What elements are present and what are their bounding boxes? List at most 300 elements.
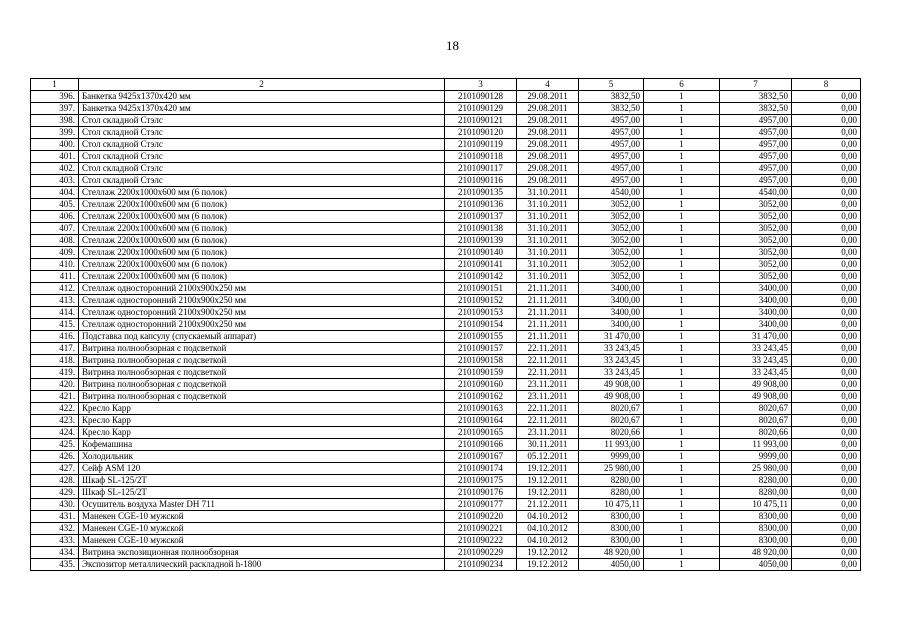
table-row (31, 367, 861, 379)
row-number-cell: 428. (31, 475, 79, 487)
item-name-cell: Стеллаж односторонний 2100х900х250 мм (79, 307, 445, 319)
date-cell: 23.11.2011 (517, 391, 579, 403)
amount-cell: 8020,67 (720, 415, 792, 427)
inventory-number-cell: 2101090229 (445, 547, 517, 559)
inventory-number-cell: 2101090222 (445, 535, 517, 547)
table-row (31, 355, 861, 367)
inventory-number-cell: 2101090155 (445, 331, 517, 343)
quantity-cell: 1 (644, 295, 720, 307)
residual-cell: 0,00 (792, 475, 861, 487)
inventory-number-cell: 2101090167 (445, 451, 517, 463)
date-cell: 22.11.2011 (517, 343, 579, 355)
column-header: 7 (720, 79, 792, 91)
table-row (31, 283, 861, 295)
item-name-cell: Холодильник (79, 451, 445, 463)
row-number-cell: 404. (31, 187, 79, 199)
item-name-cell: Кресло Карр (79, 403, 445, 415)
column-header: 1 (31, 79, 79, 91)
date-cell: 19.12.2012 (517, 547, 579, 559)
table-row (31, 463, 861, 475)
amount-cell: 3400,00 (720, 295, 792, 307)
residual-cell: 0,00 (792, 235, 861, 247)
table-row (31, 235, 861, 247)
amount-cell: 49 908,00 (720, 391, 792, 403)
cost-cell: 4957,00 (579, 127, 644, 139)
residual-cell: 0,00 (792, 415, 861, 427)
quantity-cell: 1 (644, 367, 720, 379)
row-number-cell: 415. (31, 319, 79, 331)
amount-cell: 8280,00 (720, 487, 792, 499)
table-row (31, 415, 861, 427)
quantity-cell: 1 (644, 451, 720, 463)
row-number-cell: 396. (31, 91, 79, 103)
row-number-cell: 398. (31, 115, 79, 127)
item-name-cell: Подставка под капсулу (спускаемый аппарат) (79, 331, 445, 343)
quantity-cell: 1 (644, 223, 720, 235)
inventory-number-cell: 2101090234 (445, 559, 517, 571)
residual-cell: 0,00 (792, 343, 861, 355)
row-number-cell: 421. (31, 391, 79, 403)
item-name-cell: Манекен CGE-10 мужской (79, 523, 445, 535)
residual-cell: 0,00 (792, 547, 861, 559)
residual-cell: 0,00 (792, 559, 861, 571)
date-cell: 19.12.2011 (517, 463, 579, 475)
quantity-cell: 1 (644, 91, 720, 103)
amount-cell: 8020,66 (720, 427, 792, 439)
amount-cell: 3052,00 (720, 247, 792, 259)
cost-cell: 8280,00 (579, 487, 644, 499)
inventory-number-cell: 2101090163 (445, 403, 517, 415)
item-name-cell: Стол складной Стэлс (79, 151, 445, 163)
quantity-cell: 1 (644, 175, 720, 187)
amount-cell: 4957,00 (720, 115, 792, 127)
row-number-cell: 410. (31, 259, 79, 271)
amount-cell: 33 243,45 (720, 355, 792, 367)
inventory-number-cell: 2101090176 (445, 487, 517, 499)
item-name-cell: Шкаф SL-125/2T (79, 487, 445, 499)
date-cell: 29.08.2011 (517, 151, 579, 163)
item-name-cell: Витрина экспозиционная полнообзорная (79, 547, 445, 559)
residual-cell: 0,00 (792, 127, 861, 139)
cost-cell: 3400,00 (579, 283, 644, 295)
inventory-number-cell: 2101090141 (445, 259, 517, 271)
table-row (31, 319, 861, 331)
cost-cell: 25 980,00 (579, 463, 644, 475)
row-number-cell: 419. (31, 367, 79, 379)
date-cell: 21.11.2011 (517, 295, 579, 307)
item-name-cell: Шкаф SL-125/2T (79, 475, 445, 487)
table-row (31, 211, 861, 223)
item-name-cell: Стеллаж 2200х1000х600 мм (6 полок) (79, 223, 445, 235)
date-cell: 21.12.2011 (517, 499, 579, 511)
item-name-cell: Витрина полнообзорная с подсветкой (79, 355, 445, 367)
residual-cell: 0,00 (792, 487, 861, 499)
residual-cell: 0,00 (792, 451, 861, 463)
residual-cell: 0,00 (792, 499, 861, 511)
inventory-table (30, 78, 861, 571)
amount-cell: 25 980,00 (720, 463, 792, 475)
residual-cell: 0,00 (792, 175, 861, 187)
row-number-cell: 420. (31, 379, 79, 391)
item-name-cell: Стеллаж 2200х1000х600 мм (6 полок) (79, 259, 445, 271)
residual-cell: 0,00 (792, 211, 861, 223)
date-cell: 31.10.2011 (517, 247, 579, 259)
inventory-number-cell: 2101090137 (445, 211, 517, 223)
item-name-cell: Экспозитор металлический раскладной h-1800 (79, 559, 445, 571)
quantity-cell: 1 (644, 475, 720, 487)
row-number-cell: 418. (31, 355, 79, 367)
cost-cell: 3400,00 (579, 307, 644, 319)
amount-cell: 8300,00 (720, 511, 792, 523)
amount-cell: 8300,00 (720, 535, 792, 547)
row-number-cell: 402. (31, 163, 79, 175)
amount-cell: 48 920,00 (720, 547, 792, 559)
table-row (31, 199, 861, 211)
date-cell: 21.11.2011 (517, 307, 579, 319)
inventory-number-cell: 2101090136 (445, 199, 517, 211)
table-row (31, 439, 861, 451)
inventory-number-cell: 2101090166 (445, 439, 517, 451)
table-row (31, 259, 861, 271)
date-cell: 23.11.2011 (517, 379, 579, 391)
amount-cell: 4957,00 (720, 139, 792, 151)
table-row (31, 187, 861, 199)
table-row (31, 379, 861, 391)
table-row (31, 223, 861, 235)
amount-cell: 3832,50 (720, 103, 792, 115)
item-name-cell: Кофемашина (79, 439, 445, 451)
cost-cell: 8300,00 (579, 511, 644, 523)
residual-cell: 0,00 (792, 223, 861, 235)
amount-cell: 33 243,45 (720, 367, 792, 379)
cost-cell: 3052,00 (579, 211, 644, 223)
table-row (31, 487, 861, 499)
item-name-cell: Витрина полнообзорная с подсветкой (79, 367, 445, 379)
amount-cell: 3400,00 (720, 307, 792, 319)
cost-cell: 3052,00 (579, 259, 644, 271)
page-number: 18 (446, 38, 459, 53)
table-row (31, 307, 861, 319)
quantity-cell: 1 (644, 415, 720, 427)
amount-cell: 3052,00 (720, 199, 792, 211)
date-cell: 22.11.2011 (517, 367, 579, 379)
amount-cell: 3052,00 (720, 271, 792, 283)
row-number-cell: 411. (31, 271, 79, 283)
row-number-cell: 406. (31, 211, 79, 223)
cost-cell: 8300,00 (579, 535, 644, 547)
item-name-cell: Банкетка 9425х1370х420 мм (79, 91, 445, 103)
item-name-cell: Сейф ASM 120 (79, 463, 445, 475)
item-name-cell: Кресло Карр (79, 427, 445, 439)
date-cell: 22.11.2011 (517, 355, 579, 367)
table-row (31, 511, 861, 523)
cost-cell: 4050,00 (579, 559, 644, 571)
table-row (31, 247, 861, 259)
residual-cell: 0,00 (792, 199, 861, 211)
row-number-cell: 399. (31, 127, 79, 139)
cost-cell: 3832,50 (579, 91, 644, 103)
quantity-cell: 1 (644, 103, 720, 115)
cost-cell: 33 243,45 (579, 355, 644, 367)
table-row (31, 535, 861, 547)
inventory-number-cell: 2101090159 (445, 367, 517, 379)
table-row (31, 547, 861, 559)
item-name-cell: Витрина полнообзорная с подсветкой (79, 379, 445, 391)
item-name-cell: Витрина полнообзорная с подсветкой (79, 391, 445, 403)
quantity-cell: 1 (644, 547, 720, 559)
table-row (31, 451, 861, 463)
cost-cell: 4540,00 (579, 187, 644, 199)
residual-cell: 0,00 (792, 271, 861, 283)
item-name-cell: Стеллаж 2200х1000х600 мм (6 полок) (79, 199, 445, 211)
row-number-cell: 435. (31, 559, 79, 571)
column-header: 3 (445, 79, 517, 91)
item-name-cell: Стол складной Стэлс (79, 115, 445, 127)
item-name-cell: Стеллаж 2200х1000х600 мм (6 полок) (79, 271, 445, 283)
residual-cell: 0,00 (792, 115, 861, 127)
quantity-cell: 1 (644, 559, 720, 571)
residual-cell: 0,00 (792, 139, 861, 151)
table-row (31, 175, 861, 187)
date-cell: 05.12.2011 (517, 451, 579, 463)
quantity-cell: 1 (644, 271, 720, 283)
cost-cell: 8280,00 (579, 475, 644, 487)
residual-cell: 0,00 (792, 511, 861, 523)
amount-cell: 3052,00 (720, 223, 792, 235)
residual-cell: 0,00 (792, 247, 861, 259)
inventory-number-cell: 2101090221 (445, 523, 517, 535)
amount-cell: 4540,00 (720, 187, 792, 199)
inventory-number-cell: 2101090151 (445, 283, 517, 295)
row-number-cell: 423. (31, 415, 79, 427)
amount-cell: 9999,00 (720, 451, 792, 463)
quantity-cell: 1 (644, 379, 720, 391)
table-row (31, 295, 861, 307)
inventory-number-cell: 2101090140 (445, 247, 517, 259)
residual-cell: 0,00 (792, 295, 861, 307)
inventory-number-cell: 2101090162 (445, 391, 517, 403)
row-number-cell: 429. (31, 487, 79, 499)
amount-cell: 3400,00 (720, 283, 792, 295)
cost-cell: 49 908,00 (579, 391, 644, 403)
quantity-cell: 1 (644, 403, 720, 415)
row-number-cell: 416. (31, 331, 79, 343)
quantity-cell: 1 (644, 439, 720, 451)
column-header: 5 (579, 79, 644, 91)
row-number-cell: 409. (31, 247, 79, 259)
cost-cell: 3052,00 (579, 247, 644, 259)
amount-cell: 4957,00 (720, 127, 792, 139)
amount-cell: 4957,00 (720, 175, 792, 187)
date-cell: 31.10.2011 (517, 199, 579, 211)
date-cell: 31.10.2011 (517, 187, 579, 199)
amount-cell: 4957,00 (720, 151, 792, 163)
item-name-cell: Стол складной Стэлс (79, 175, 445, 187)
column-header: 6 (644, 79, 720, 91)
inventory-number-cell: 2101090119 (445, 139, 517, 151)
table-row (31, 499, 861, 511)
residual-cell: 0,00 (792, 307, 861, 319)
inventory-number-cell: 2101090138 (445, 223, 517, 235)
residual-cell: 0,00 (792, 259, 861, 271)
date-cell: 31.10.2011 (517, 235, 579, 247)
amount-cell: 8280,00 (720, 475, 792, 487)
date-cell: 04.10.2012 (517, 523, 579, 535)
row-number-cell: 397. (31, 103, 79, 115)
cost-cell: 3832,50 (579, 103, 644, 115)
quantity-cell: 1 (644, 487, 720, 499)
inventory-number-cell: 2101090121 (445, 115, 517, 127)
quantity-cell: 1 (644, 355, 720, 367)
cost-cell: 11 993,00 (579, 439, 644, 451)
residual-cell: 0,00 (792, 379, 861, 391)
quantity-cell: 1 (644, 259, 720, 271)
amount-cell: 4050,00 (720, 559, 792, 571)
table-row (31, 391, 861, 403)
cost-cell: 31 470,00 (579, 331, 644, 343)
table-row (31, 127, 861, 139)
cost-cell: 3052,00 (579, 199, 644, 211)
date-cell: 19.12.2011 (517, 487, 579, 499)
amount-cell: 3832,50 (720, 91, 792, 103)
cost-cell: 4957,00 (579, 151, 644, 163)
cost-cell: 4957,00 (579, 115, 644, 127)
quantity-cell: 1 (644, 307, 720, 319)
date-cell: 31.10.2011 (517, 271, 579, 283)
column-header: 2 (79, 79, 445, 91)
residual-cell: 0,00 (792, 163, 861, 175)
item-name-cell: Кресло Карр (79, 415, 445, 427)
table-row (31, 427, 861, 439)
residual-cell: 0,00 (792, 283, 861, 295)
quantity-cell: 1 (644, 199, 720, 211)
residual-cell: 0,00 (792, 367, 861, 379)
date-cell: 31.10.2011 (517, 259, 579, 271)
inventory-number-cell: 2101090118 (445, 151, 517, 163)
item-name-cell: Стол складной Стэлс (79, 163, 445, 175)
cost-cell: 3052,00 (579, 223, 644, 235)
row-number-cell: 417. (31, 343, 79, 355)
quantity-cell: 1 (644, 331, 720, 343)
row-number-cell: 434. (31, 547, 79, 559)
quantity-cell: 1 (644, 163, 720, 175)
date-cell: 19.12.2011 (517, 475, 579, 487)
inventory-number-cell: 2101090160 (445, 379, 517, 391)
column-header: 4 (517, 79, 579, 91)
quantity-cell: 1 (644, 535, 720, 547)
cost-cell: 3052,00 (579, 271, 644, 283)
row-number-cell: 413. (31, 295, 79, 307)
row-number-cell: 401. (31, 151, 79, 163)
date-cell: 23.11.2011 (517, 427, 579, 439)
date-cell: 30.11.2011 (517, 439, 579, 451)
row-number-cell: 400. (31, 139, 79, 151)
cost-cell: 48 920,00 (579, 547, 644, 559)
inventory-number-cell: 2101090157 (445, 343, 517, 355)
inventory-number-cell: 2101090139 (445, 235, 517, 247)
table-row (31, 559, 861, 571)
amount-cell: 31 470,00 (720, 331, 792, 343)
row-number-cell: 433. (31, 535, 79, 547)
item-name-cell: Банкетка 9425х1370х420 мм (79, 103, 445, 115)
item-name-cell: Стеллаж односторонний 2100х900х250 мм (79, 283, 445, 295)
date-cell: 29.08.2011 (517, 91, 579, 103)
date-cell: 29.08.2011 (517, 175, 579, 187)
item-name-cell: Стеллаж односторонний 2100х900х250 мм (79, 295, 445, 307)
quantity-cell: 1 (644, 463, 720, 475)
residual-cell: 0,00 (792, 427, 861, 439)
table-row (31, 343, 861, 355)
residual-cell: 0,00 (792, 391, 861, 403)
inventory-number-cell: 2101090128 (445, 91, 517, 103)
amount-cell: 10 475,11 (720, 499, 792, 511)
quantity-cell: 1 (644, 283, 720, 295)
cost-cell: 33 243,45 (579, 367, 644, 379)
cost-cell: 3052,00 (579, 235, 644, 247)
quantity-cell: 1 (644, 499, 720, 511)
row-number-cell: 432. (31, 523, 79, 535)
table-row (31, 523, 861, 535)
residual-cell: 0,00 (792, 151, 861, 163)
date-cell: 22.11.2011 (517, 403, 579, 415)
date-cell: 21.11.2011 (517, 319, 579, 331)
row-number-cell: 422. (31, 403, 79, 415)
amount-cell: 49 908,00 (720, 379, 792, 391)
inventory-number-cell: 2101090175 (445, 475, 517, 487)
amount-cell: 3052,00 (720, 235, 792, 247)
row-number-cell: 424. (31, 427, 79, 439)
cost-cell: 8300,00 (579, 523, 644, 535)
item-name-cell: Манекен CGE-10 мужской (79, 511, 445, 523)
row-number-cell: 427. (31, 463, 79, 475)
date-cell: 31.10.2011 (517, 223, 579, 235)
inventory-number-cell: 2101090129 (445, 103, 517, 115)
cost-cell: 8020,66 (579, 427, 644, 439)
amount-cell: 11 993,00 (720, 439, 792, 451)
table-row (31, 475, 861, 487)
table-row (31, 151, 861, 163)
inventory-number-cell: 2101090154 (445, 319, 517, 331)
table-row (31, 403, 861, 415)
residual-cell: 0,00 (792, 355, 861, 367)
residual-cell: 0,00 (792, 187, 861, 199)
table-row (31, 103, 861, 115)
item-name-cell: Стол складной Стэлс (79, 127, 445, 139)
row-number-cell: 405. (31, 199, 79, 211)
item-name-cell: Осушитель воздуха Master DH 711 (79, 499, 445, 511)
residual-cell: 0,00 (792, 403, 861, 415)
date-cell: 29.08.2011 (517, 103, 579, 115)
cost-cell: 3400,00 (579, 319, 644, 331)
row-number-cell: 430. (31, 499, 79, 511)
residual-cell: 0,00 (792, 535, 861, 547)
quantity-cell: 1 (644, 511, 720, 523)
column-header: 8 (792, 79, 861, 91)
item-name-cell: Стеллаж 2200х1000х600 мм (6 полок) (79, 187, 445, 199)
row-number-cell: 403. (31, 175, 79, 187)
date-cell: 04.10.2012 (517, 511, 579, 523)
inventory-number-cell: 2101090120 (445, 127, 517, 139)
row-number-cell: 426. (31, 451, 79, 463)
date-cell: 04.10.2012 (517, 535, 579, 547)
row-number-cell: 431. (31, 511, 79, 523)
residual-cell: 0,00 (792, 319, 861, 331)
row-number-cell: 407. (31, 223, 79, 235)
date-cell: 31.10.2011 (517, 211, 579, 223)
amount-cell: 8020,67 (720, 403, 792, 415)
row-number-cell: 412. (31, 283, 79, 295)
inventory-number-cell: 2101090220 (445, 511, 517, 523)
